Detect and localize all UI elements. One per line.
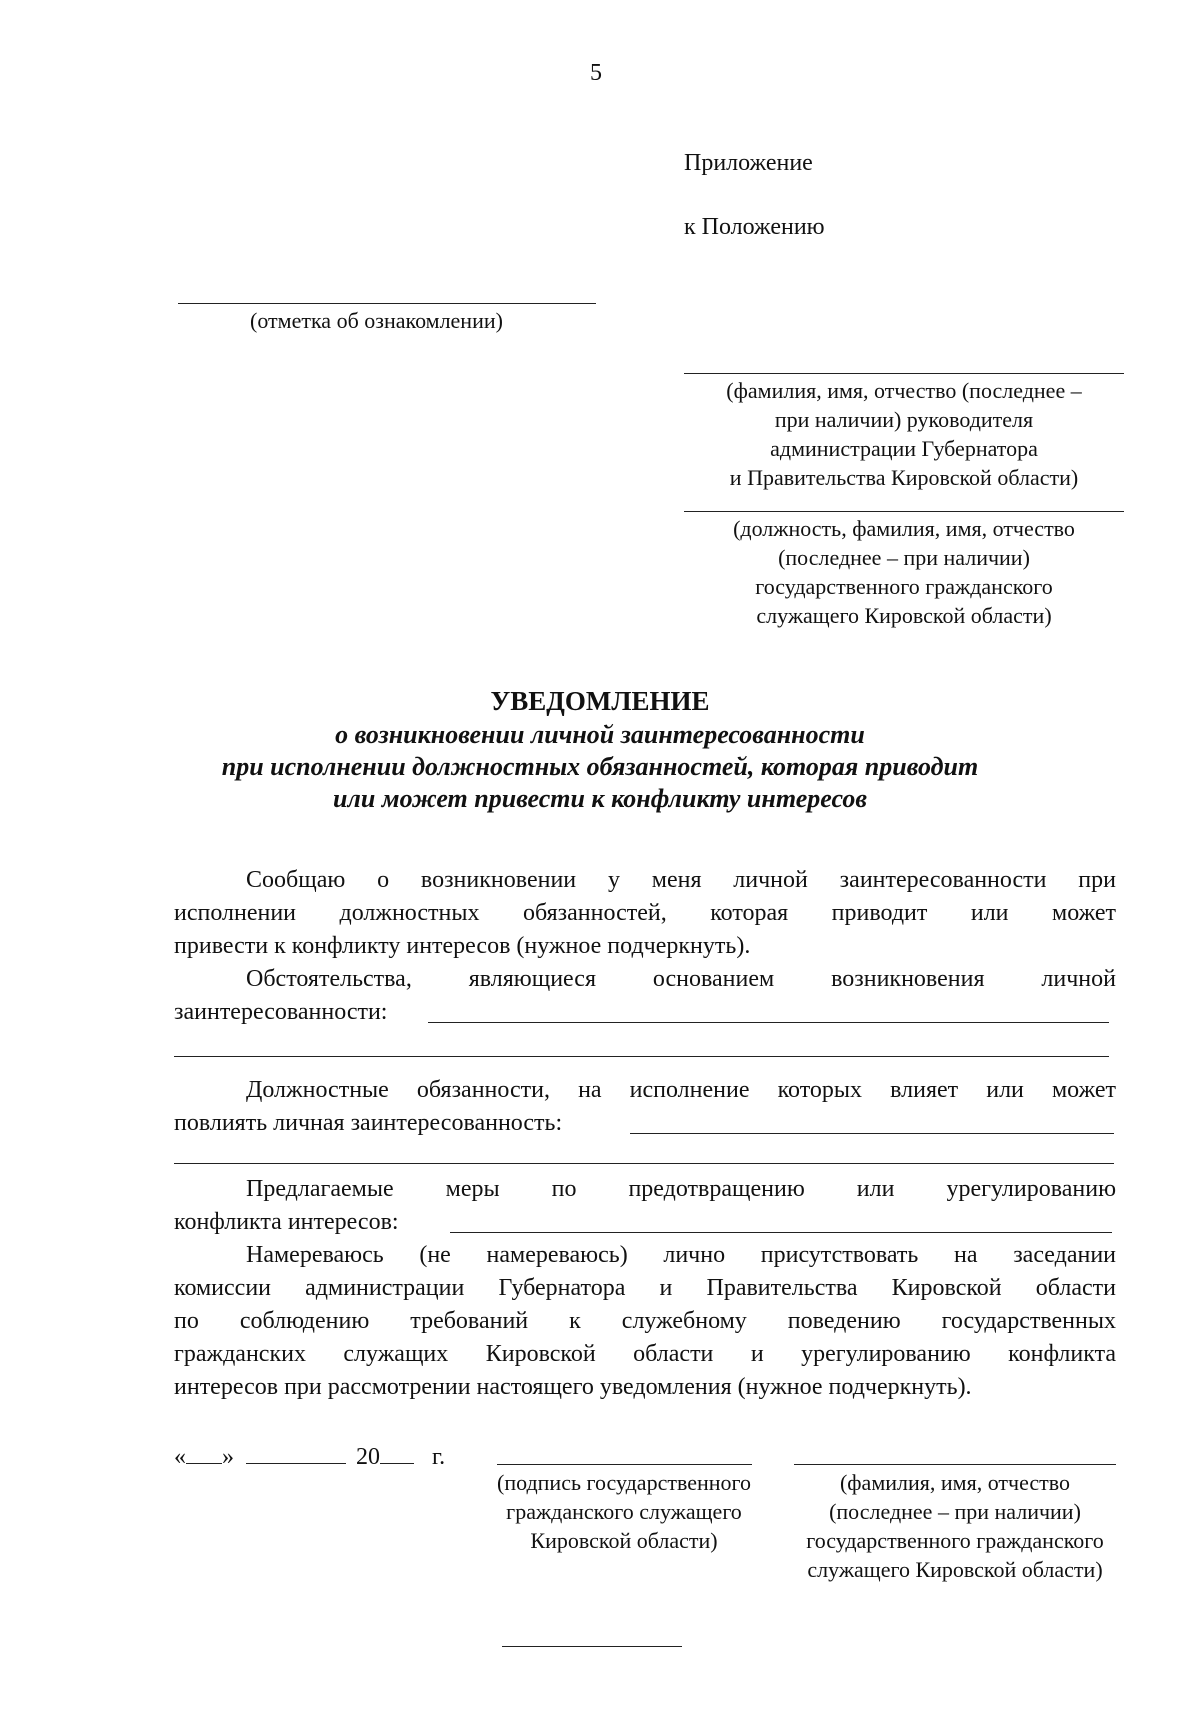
- appendix-reference: к Положению: [684, 214, 825, 240]
- appendix-title: Приложение: [684, 150, 813, 176]
- employee-name-line: [684, 511, 1124, 512]
- caption-line: гражданского служащего: [506, 1499, 742, 1524]
- duties-field-continued[interactable]: [174, 1163, 1114, 1164]
- caption-line: и Правительства Кировской области): [729, 465, 1079, 490]
- signer-name-caption: [780, 1468, 1130, 1584]
- paragraph-4-line: [246, 1174, 1116, 1204]
- year-field[interactable]: [380, 1441, 414, 1464]
- employee-name-caption: [684, 514, 1124, 630]
- text: Должностные обязанности, на исполнение которых влияет или может: [246, 1077, 1116, 1103]
- text: Предлагаемые меры по предотвращению или урегулированию: [246, 1176, 1116, 1202]
- document-title: УВЕДОМЛЕНИЕ: [490, 686, 710, 716]
- measures-field[interactable]: [450, 1232, 1112, 1233]
- caption-line: (фамилия, имя, отчество: [839, 1470, 1071, 1495]
- circumstances-field[interactable]: [428, 1022, 1109, 1023]
- text: Намереваюсь (не намереваюсь) лично присутствовать на заседании: [246, 1242, 1116, 1268]
- circumstances-field-continued[interactable]: [174, 1056, 1109, 1057]
- caption-line: при наличии) руководителя: [774, 407, 1034, 432]
- day-field[interactable]: [186, 1441, 222, 1464]
- closing-separator: [502, 1646, 682, 1647]
- caption-line: администрации Губернатора: [770, 436, 1038, 461]
- year-prefix: 20: [356, 1444, 380, 1470]
- open-quote: «: [174, 1444, 186, 1470]
- head-name-caption: [684, 376, 1124, 492]
- paragraph-1-line: [174, 898, 1116, 928]
- page-number: 5: [590, 60, 602, 86]
- acquaint-line: [178, 303, 596, 304]
- caption-line: государственного гражданского: [755, 574, 1053, 599]
- document-subtitle-line: при исполнении должностных обязанностей, которая приводит: [221, 752, 979, 781]
- paragraph-2-line: [246, 964, 1116, 994]
- paragraph-3-line: повлиять личная заинтересованность:: [174, 1110, 563, 1136]
- caption-line: (фамилия, имя, отчество (последнее –: [726, 378, 1082, 403]
- paragraph-5-line: [174, 1306, 1116, 1336]
- text: исполнении должностных обязанностей, которая приводит или может: [174, 900, 1116, 926]
- paragraph-1-line: привести к конфликту интересов (нужное подчеркнуть).: [174, 933, 751, 959]
- acquaint-caption: (отметка об ознакомлении): [250, 308, 503, 333]
- signature-caption: [474, 1468, 774, 1555]
- paragraph-2-line: заинтересованности:: [174, 999, 388, 1025]
- duties-field[interactable]: [630, 1133, 1114, 1134]
- document-subtitle-line: или может привести к конфликту интересов: [333, 784, 867, 813]
- caption-line: (последнее – при наличии): [829, 1499, 1081, 1524]
- caption-line: (должность, фамилия, имя, отчество: [733, 516, 1075, 541]
- text: по соблюдению требований к служебному поведению государственных: [174, 1308, 1116, 1334]
- head-name-line: [684, 373, 1124, 374]
- paragraph-4-line: конфликта интересов:: [174, 1209, 399, 1235]
- paragraph-5-line: [246, 1240, 1116, 1270]
- document-subtitle-line: о возникновении личной заинтересованности: [335, 720, 865, 749]
- caption-line: служащего Кировской области): [807, 1557, 1103, 1582]
- close-quote: »: [222, 1444, 234, 1470]
- caption-line: государственного гражданского: [806, 1528, 1104, 1553]
- month-field[interactable]: [246, 1441, 346, 1464]
- caption-line: служащего Кировской области): [756, 603, 1052, 628]
- text: комиссии администрации Губернатора и Правительства Кировской области: [174, 1275, 1116, 1301]
- paragraph-3-line: [246, 1075, 1116, 1105]
- paragraph-5-line: [174, 1273, 1116, 1303]
- text: гражданских служащих Кировской области и урегулированию конфликта: [174, 1341, 1116, 1367]
- signer-name-line[interactable]: [794, 1464, 1116, 1465]
- caption-line: Кировской области): [530, 1528, 718, 1553]
- caption-line: (подпись государственного: [497, 1470, 751, 1495]
- caption-line: (последнее – при наличии): [778, 545, 1030, 570]
- signature-line[interactable]: [497, 1464, 752, 1465]
- paragraph-1-line: [246, 865, 1116, 895]
- year-suffix: г.: [432, 1444, 446, 1470]
- text: Обстоятельства, являющиеся основанием возникновения личной: [246, 966, 1116, 992]
- date-row: [174, 1441, 445, 1472]
- paragraph-5-line: [174, 1339, 1116, 1369]
- text: Сообщаю о возникновении у меня личной заинтересованности при: [246, 867, 1116, 893]
- paragraph-5-line: интересов при рассмотрении настоящего уведомления (нужное подчеркнуть).: [174, 1374, 972, 1400]
